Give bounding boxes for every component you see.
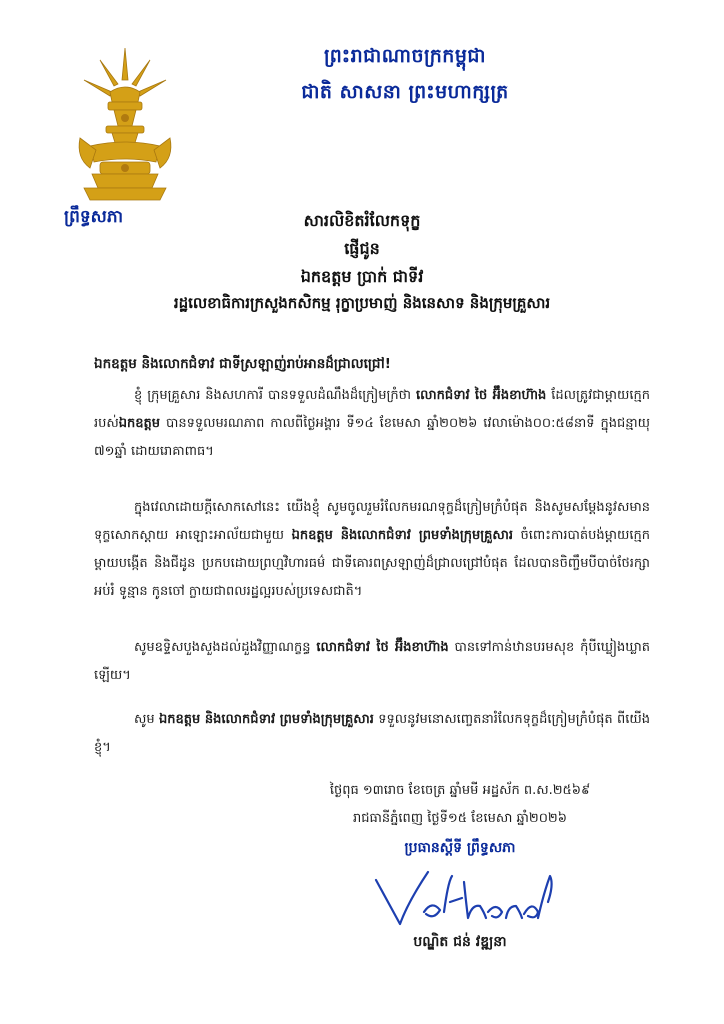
recipient-name: ឯកឧត្តម ប្រាក់ ជាទីវ <box>300 267 424 286</box>
organization-name: ព្រឹទ្ធសភា <box>64 207 124 227</box>
paragraph-1: ខ្ញុំ ក្រុមគ្រួសារ និងសហការី បានទទួលដំណឹងដ៏ក្រៀមក្រំថា លោកជំទាវ ថៃ អ៊ឹងខាហ៊ាង ដែលត្រូវជាម្ដាយក្មេករបស់ឯកឧត្តម បានទទួលមរណភាព កាលពីថ្ងៃអង្គារ ទី១៤ ខែមេសា ឆ្នាំ២០២៦ វេលាម៉ោង០០:៥៨នាទី ក្នុងជន្មាយុ ៧១ឆ្នាំ ដោយរោគាពាធ។ <box>94 388 650 459</box>
solar-date: រាជធានីភ្នំពេញ ថ្ងៃទី១៥ ខែមេសា ឆ្នាំ២០២៦ <box>353 811 567 826</box>
kingdom-header: ព្រះរាជាណាចក្រកម្ពុជា <box>324 45 486 67</box>
senate-emblem-logo <box>70 38 180 218</box>
signer-name: បណ្ឌិត ជន់ វឌ្ឍនា <box>413 934 507 950</box>
addressed-to: ផ្ញើជូន <box>344 239 380 258</box>
paragraph-2: ក្នុងវេលាដោយក្ដីសោកសៅនេះ យើងខ្ញុំ សូមចូលរួមរំលែកមរណទុក្ខដ៏ក្រៀមក្រំបំផុត និងសូមសម្ដែងនូវសមានទុក្ខសោកស្ដាយ អាឡោះអាល័យជាមួយ ឯកឧត្តម និងលោកជំទាវ ព្រមទាំងក្រុមគ្រួសារ ចំពោះការបាត់បង់ម្ដាយក្មេក ម្ដាយបង្កើត និងជីដូន ប្រកបដោយព្រហ្មវិហារធម៌ ជាទីគោរពស្រឡាញ់ដ៏ជ្រាលជ្រៅបំផុត ដែលបានចិញ្ចឹមបីបាច់ថែរក្សា អប់រំ ទូន្មាន កូនចៅ ក្លាយជាពលរដ្ឋល្អរបស់ប្រទេសជាតិ។ <box>94 500 651 599</box>
motto-header: ជាតិ សាសនា ព្រះមហាក្សត្រ <box>301 81 509 103</box>
salutation: ឯកឧត្តម និងលោកជំទាវ ជាទីស្រឡាញ់រាប់អានដ៏ជ្រាលជ្រៅ! <box>94 356 391 372</box>
recipient-position: រដ្ឋលេខាធិការក្រសួងកសិកម្ម រុក្ខាប្រមាញ់ និងនេសាទ និងក្រុមគ្រួសារ <box>173 294 551 312</box>
paragraph-4: សូម ឯកឧត្តម និងលោកជំទាវ ព្រមទាំងក្រុមគ្រួសារ ទទួលនូវមនោសញ្ចេតនារំលែកទុក្ខដ៏ក្រៀមក្រំបំផុត ពីយើងខ្ញុំ។ <box>94 712 650 755</box>
lunar-date: ថ្ងៃពុធ ១៣រោច ខែចេត្រ ឆ្នាំមមី អដ្ឋស័ក ព.ស.២៥៦៩ <box>329 783 591 798</box>
handwritten-signature <box>368 862 568 942</box>
letter-title: សារលិខិតរំលែកទុក្ខ <box>303 211 421 230</box>
paragraph-3: សូមឧទ្ទិសបួងសួងដល់ដួងវិញ្ញាណក្ខន្ធ លោកជំទាវ ថៃ អ៊ឹងខាហ៊ាង បានទៅកាន់ឋានបរមសុខ កុំបីឃ្លៀងឃ្លាតឡើយ។ <box>94 640 650 683</box>
signer-title: ប្រធានស្ដីទី ព្រឹទ្ធសភា <box>404 840 516 856</box>
